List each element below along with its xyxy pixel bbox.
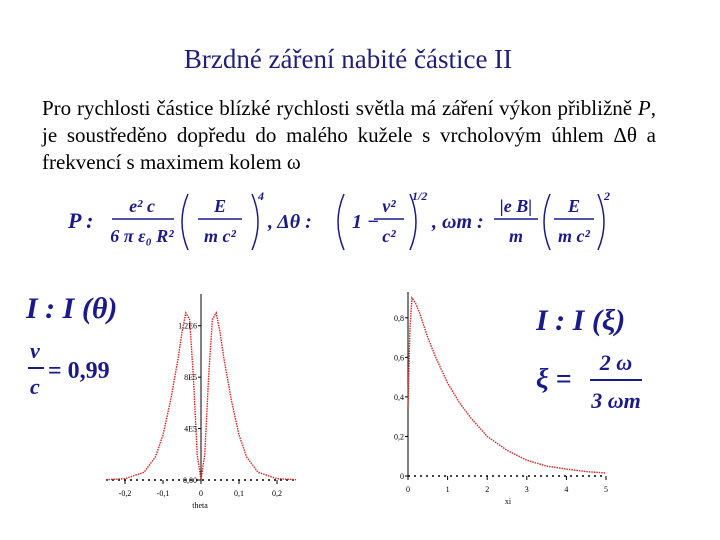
formula-P-label: P : <box>68 208 94 233</box>
paren-left-1 <box>182 194 188 250</box>
paren-left-3 <box>544 194 550 250</box>
formula-den-m: m <box>508 226 524 246</box>
chart-y-tick-label: 0,00 <box>183 476 197 485</box>
chart-y-tick-label: 4E5 <box>184 424 197 434</box>
left-label-value: = 0,99 <box>48 358 110 384</box>
paragraph-power-symbol: P <box>637 96 651 120</box>
right-label-num: 2 ω <box>599 350 633 375</box>
slide-title: Brzdné záření nabité částice II <box>183 44 513 74</box>
chart-y-tick-label: 0,6 <box>394 353 404 363</box>
formula-dtheta-label: , Δθ : <box>268 211 312 233</box>
chart-y-tick-label: 0 <box>400 472 404 481</box>
chart-y-tick-label: 0,4 <box>394 392 404 402</box>
right-label-den: 3 ωm <box>591 388 641 413</box>
paren-left-2 <box>338 194 344 250</box>
right-chart <box>360 288 610 514</box>
formula-omega-label: , ωm : <box>432 211 484 233</box>
left-label-c: c <box>30 374 40 399</box>
chart-x-tick-label: 3 <box>524 485 529 494</box>
chart-x-tick-label: 5 <box>604 485 608 494</box>
left-chart <box>100 292 300 514</box>
right-label-intensity: I : I (ξ) <box>536 304 626 337</box>
left-label-intensity: I : I (θ) <box>26 292 118 325</box>
left-label-v: v <box>30 338 40 363</box>
paragraph-part-1: Pro rychlosti částice blízké rychlosti světla má záření výkon přibližně <box>42 96 638 120</box>
formula-one-minus: 1 − <box>352 211 380 233</box>
chart-x-tick-label: 0 <box>199 489 203 498</box>
formula-num-eB: |e B| <box>499 196 533 216</box>
formula-exp-half: 1/2 <box>412 189 428 203</box>
formula-den-c: c² <box>382 226 396 246</box>
chart-x-tick-label: 1 <box>445 485 450 494</box>
formula-denE2: m c² <box>558 226 590 246</box>
formula-row <box>62 188 662 258</box>
formula-exp4: 4 <box>258 189 264 203</box>
chart-y-tick-label: 0,2 <box>394 432 404 442</box>
formula-exp2: 2 <box>604 189 610 203</box>
chart-y-tick-label: 0,8 <box>394 313 404 323</box>
paragraph-part-2: , je soustředěno dopředu do malého kužele s vrcholovým úhlem Δθ a frekvencí s maximem kolem ω <box>42 96 656 174</box>
chart-x-tick-label: 0,2 <box>272 489 282 498</box>
chart-x-tick-label: 0,1 <box>234 489 244 498</box>
chart-x-tick-label: -0,1 <box>156 489 170 498</box>
chart-series-line <box>408 298 606 473</box>
formula-denE: m c² <box>204 226 236 246</box>
chart-y-tick-label: 1,2E6 <box>178 321 197 331</box>
chart-x-tick-label: 4 <box>564 485 569 494</box>
chart-x-axis-label: xi <box>504 497 512 506</box>
slide-paragraph <box>42 95 656 176</box>
chart-x-tick-label: 2 <box>485 485 490 494</box>
formula-num1: e² c <box>129 196 155 216</box>
formula-numE2: E <box>567 196 581 216</box>
formula-numE: E <box>213 196 227 216</box>
formula-num-v: v² <box>382 196 396 216</box>
chart-x-tick-label: 0 <box>406 485 410 494</box>
chart-y-tick-label: 8E5 <box>184 373 197 383</box>
chart-x-axis-label: theta <box>192 501 208 510</box>
formula-svg <box>62 188 662 258</box>
chart-x-tick-label: -0,2 <box>118 489 132 498</box>
formula-den1: 6 π ε₀ R² <box>110 226 174 246</box>
right-label-xi: ξ = <box>536 364 572 395</box>
